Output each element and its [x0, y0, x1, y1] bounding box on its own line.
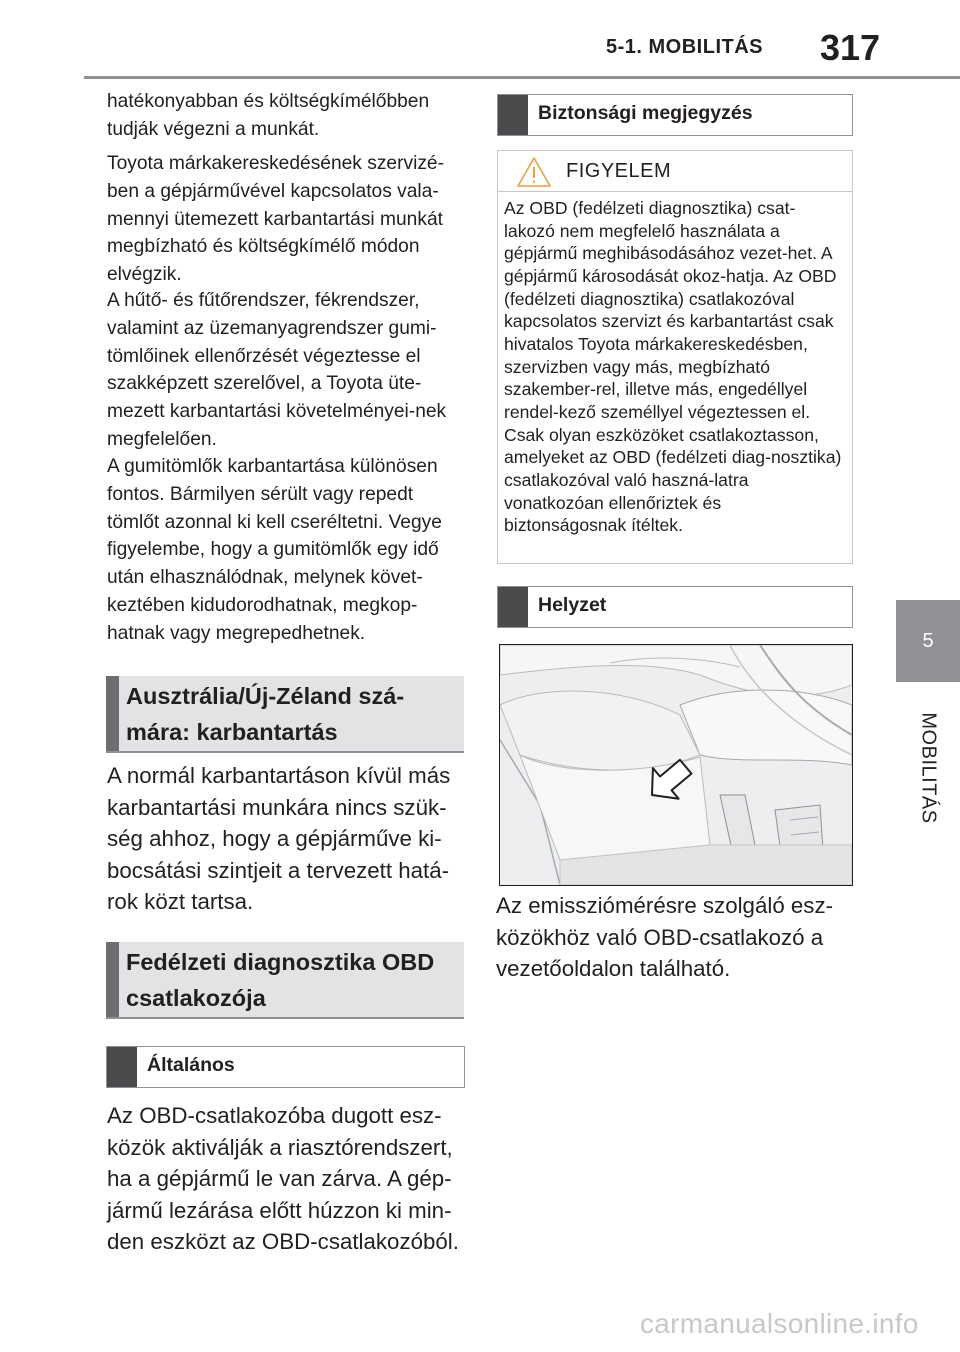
heading-obd	[106, 942, 464, 1019]
running-header-section: 5-1. MOBILITÁS	[606, 36, 764, 58]
paragraph-intro: hatékonyabban és költségkímélőbben tudják végezni a munkát.	[107, 91, 430, 140]
chapter-title: MOBILITÁS	[917, 712, 940, 824]
paragraph-location: Az emissziómérésre szolgáló esz-közökhöz való OBD-csatlakozó a vezetőoldalon található.	[496, 893, 834, 982]
warning-triangle-icon	[516, 156, 552, 188]
header-rule	[84, 76, 960, 79]
subheading-safety-text: Biztonsági megjegyzés	[538, 102, 753, 124]
subheading-general-text: Általános	[147, 1054, 235, 1076]
page-number: 317	[820, 27, 881, 68]
subheading-location	[497, 586, 853, 628]
heading-accent-bar	[106, 942, 119, 1017]
paragraph-general: Az OBD-csatlakozóba dugott esz-közök aktiválják a riasztórendszert, ha a gépjármű le van zárva. A gép-jármű lezárása előtt húzzon ki min-den eszközt az OBD-csatlakozóból.	[107, 1103, 459, 1255]
subheading-bar	[498, 95, 528, 135]
warning-title: FIGYELEM	[566, 160, 672, 182]
subheading-location-text: Helyzet	[538, 594, 607, 616]
watermark: carmanualsonline.info	[640, 1308, 919, 1339]
heading-obd-text: Fedélzeti diagnosztika OBD csatlakozója	[126, 949, 435, 1011]
paragraph-service: Toyota márkakereskedésének szervizé-ben a gépjárművével kapcsolatos vala-mennyi ütemezett karbantartási munkát megbízható és költségkímélő módon elvégzik.	[107, 153, 444, 286]
warning-header	[498, 151, 852, 192]
heading-australia-text: Ausztrália/Új-Zéland szá-mára: karbantartás	[126, 683, 405, 745]
dashboard-drawing	[500, 645, 852, 885]
chapter-number: 5	[922, 629, 934, 652]
paragraph-hoses-maintenance: A gumitömlők karbantartása különösen fontos. Bármilyen sérült vagy repedt tömlőt azonnal ki kell cseréltetni. Vegye figyelembe, hogy a gumitömlők egy idő után elhasználódnak, melynek követ-keztében kidudorodhatnak, megkop-hatnak vagy megrepedhetnek.	[107, 456, 442, 644]
chapter-tab-number	[896, 600, 960, 682]
paragraph-australia: A normál karbantartáson kívül más karbantartási munkára nincs szük-ség ahhoz, hogy a gépjárműve ki-bocsátási szintjeit a tervezett hatá-rok közt tartsa.	[107, 763, 451, 915]
heading-accent-bar	[106, 676, 119, 751]
warning-text: Az OBD (fedélzeti diagnosztika) csat-lakozó nem megfelelő használata a gépjármű meghibásodásához vezet-het. A gépjármű károsodását okoz-hatja. Az OBD (fedélzeti diagnosztika) csatlakozóval kapcsolatos szervizt és karbantartást csak hivatalos Toyota márkakereskedésben, szervizben vagy más, megbízható szakember-rel, illetve más, engedéllyel rendel-kező személlyel végeztessen el. Csak olyan eszközöket csatlakoztasson, amelyeket az OBD (fedélzeti diag-nosztika) csatlakozóval való haszná-latra vonatkozóan ellenőriztek és biztonságosnak ítéltek.	[504, 198, 842, 536]
subheading-bar	[498, 587, 528, 627]
heading-australia	[106, 676, 464, 753]
paragraph-hoses-check: A hűtő- és fűtőrendszer, fékrendszer, valamint az üzemanyagrendszer gumi-tömlőinek ellenőrzését végeztesse el szakképzett szerelővel, a Toyota üte-mezett karbantartási követelményei-nek megfelelően.	[107, 290, 447, 450]
subheading-general	[106, 1046, 465, 1088]
subheading-safety	[497, 94, 853, 136]
subheading-bar	[107, 1047, 137, 1087]
obd-location-illustration	[499, 644, 853, 886]
warning-box	[497, 150, 853, 564]
chapter-tab-title	[896, 688, 960, 848]
